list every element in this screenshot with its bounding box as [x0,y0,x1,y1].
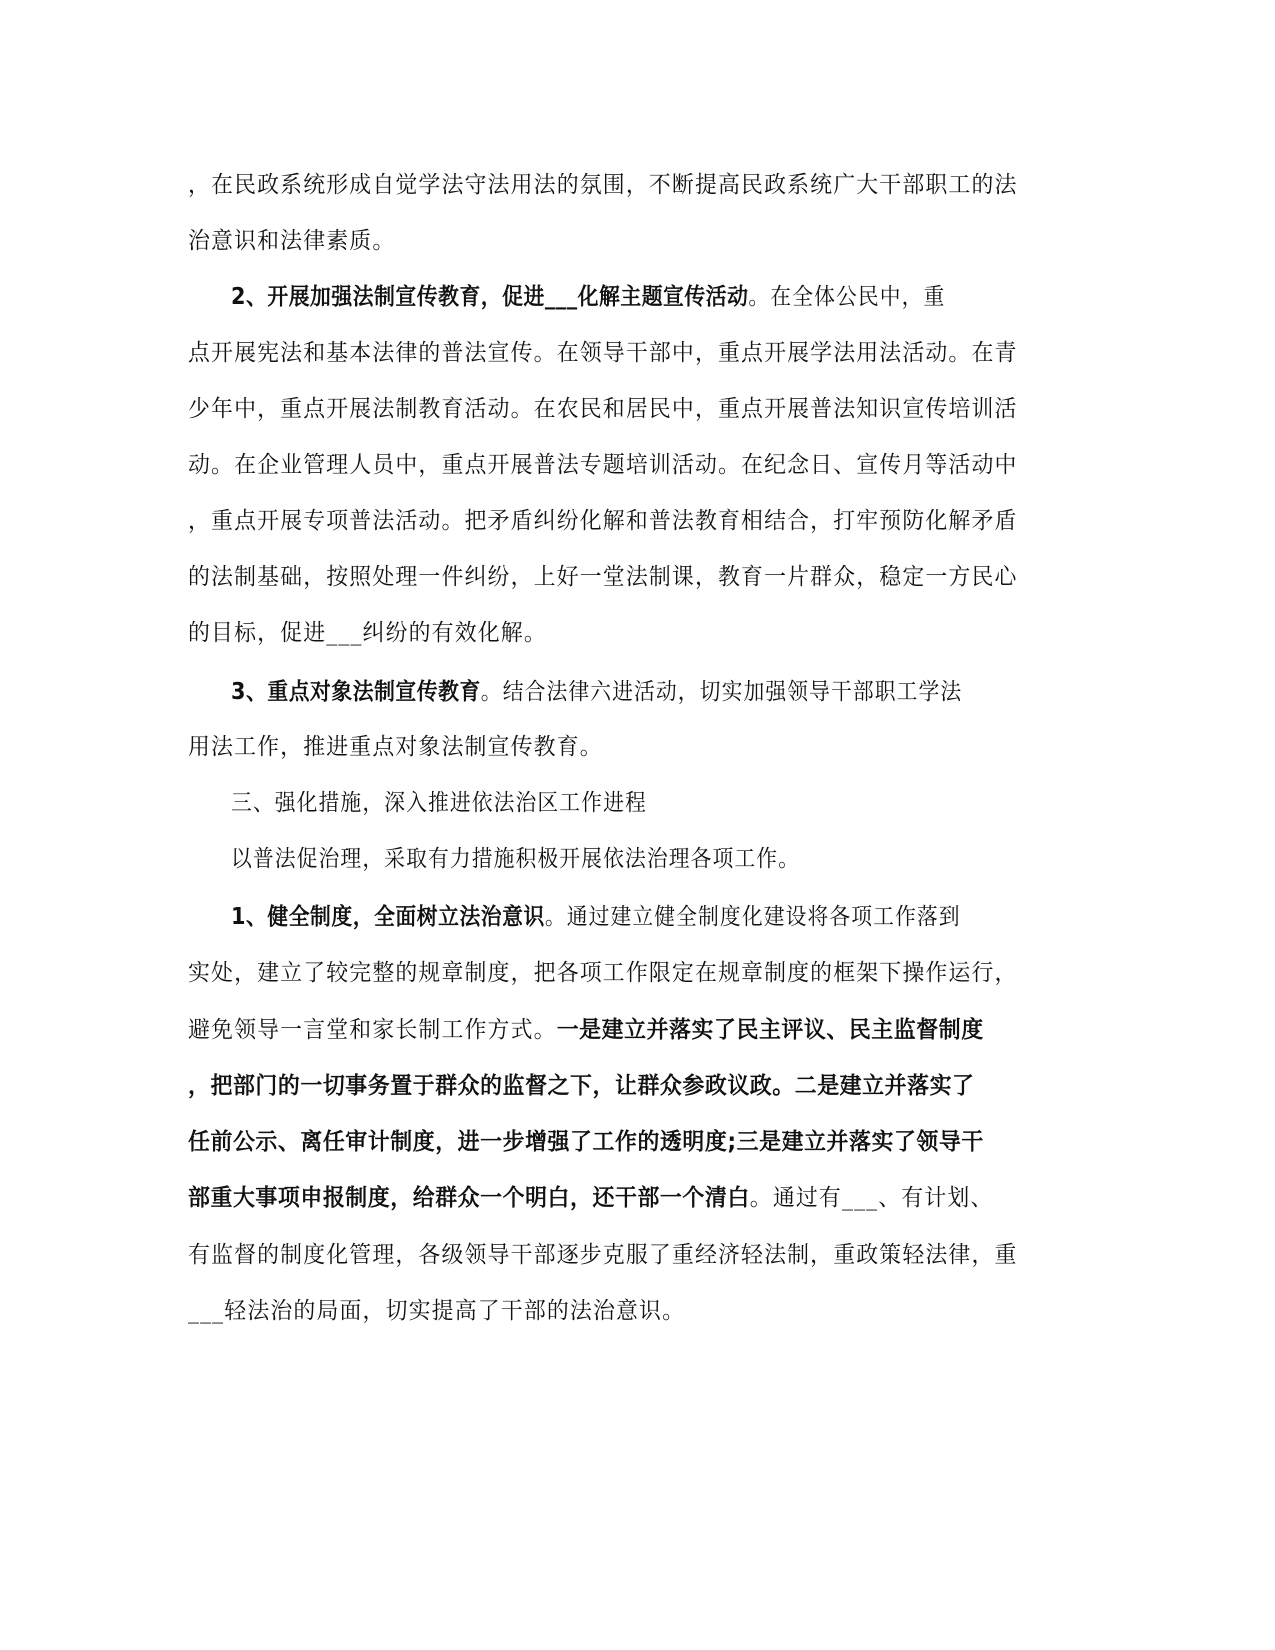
text-line [188,1122,1045,1162]
text-run: 避免领导一言堂和家长制工作方式。 [188,1017,557,1043]
bold-text-run: ，把部门的一切事务置于群众的监督之下，让群众参政议政。二是建立并落实了 [188,1073,975,1099]
text-run: 。结合法律六进活动，切实加强领导干部职工学法 [480,679,963,705]
text-line [188,501,1045,541]
text-run: 少年中，重点开展法制教育活动。在农民和居民中，重点开展普法知识宣传培训活 [188,396,1018,422]
bold-text-run: 任前公示、离任审计制度，进一步增强了工作的透明度;三是建立并落实了领导干 [188,1129,984,1155]
text-line [188,165,1045,205]
text-run: 的目标，促进___纠纷的有效化解。 [188,620,547,646]
bold-heading-run: 3、重点对象法制宣传教育 [231,679,481,705]
text-run: ___轻法治的局面，切实提高了干部的法治意识。 [188,1298,686,1324]
text-line [188,727,1045,767]
text-run: 治意识和法律素质。 [188,228,396,254]
text-line [188,1235,1045,1275]
text-line [188,557,1045,597]
text-run: 动。在企业管理人员中，重点开展普法专题培训活动。在纪念日、宣传月等活动中 [188,452,1018,478]
text-line [188,613,1045,653]
text-line [188,1178,1045,1218]
bold-text-run: 一是建立并落实了民主评议、民主监督制度 [556,1017,984,1043]
text-run: 有监督的制度化管理，各级领导干部逐步克服了重经济轻法制，重政策轻法律，重 [188,1242,1018,1268]
text-line [188,1066,1045,1106]
bold-heading-run: 2、开展加强法制宣传教育，促进___化解主题宣传活动 [231,284,749,310]
section-heading [231,783,1045,823]
text-run: ，重点开展专项普法活动。把矛盾纠纷化解和普法教育相结合，打牢预防化解矛盾 [188,508,1018,534]
text-line [188,445,1045,485]
bold-heading-run: 1、健全制度，全面树立法治意识 [231,904,545,930]
text-run: ，在民政系统形成自觉学法守法用法的氛围，不断提高民政系统广大干部职工的法 [188,172,1018,198]
text-run: 实处，建立了较完整的规章制度，把各项工作限定在规章制度的框架下操作运行， [188,960,1018,986]
text-line [188,389,1045,429]
text-run: 。在全体公民中，重 [748,284,946,310]
text-run: 用法工作，推进重点对象法制宣传教育。 [188,734,603,760]
text-run: 。通过有___、有计划、 [749,1185,994,1211]
text-line [231,672,1045,712]
text-run: 。通过建立健全制度化建设将各项工作落到 [544,904,961,930]
text-run: 的法制基础，按照处理一件纠纷，上好一堂法制课，教育一片群众，稳定一方民心 [188,564,1018,590]
text-line [188,953,1045,993]
text-line [231,277,1045,317]
text-run: 点开展宪法和基本法律的普法宣传。在领导干部中，重点开展学法用法活动。在青 [188,340,1018,366]
text-line [231,839,1045,879]
bold-text-run: 部重大事项申报制度，给群众一个明白，还干部一个清白 [188,1185,750,1211]
text-run: 三、强化措施，深入推进依法治区工作进程 [231,790,647,816]
text-line [188,1291,1045,1331]
text-run: 以普法促治理，采取有力措施积极开展依法治理各项工作。 [231,846,801,872]
text-line [231,897,1045,937]
text-line [188,333,1045,373]
text-line [188,221,1045,261]
text-line [188,1010,1045,1050]
